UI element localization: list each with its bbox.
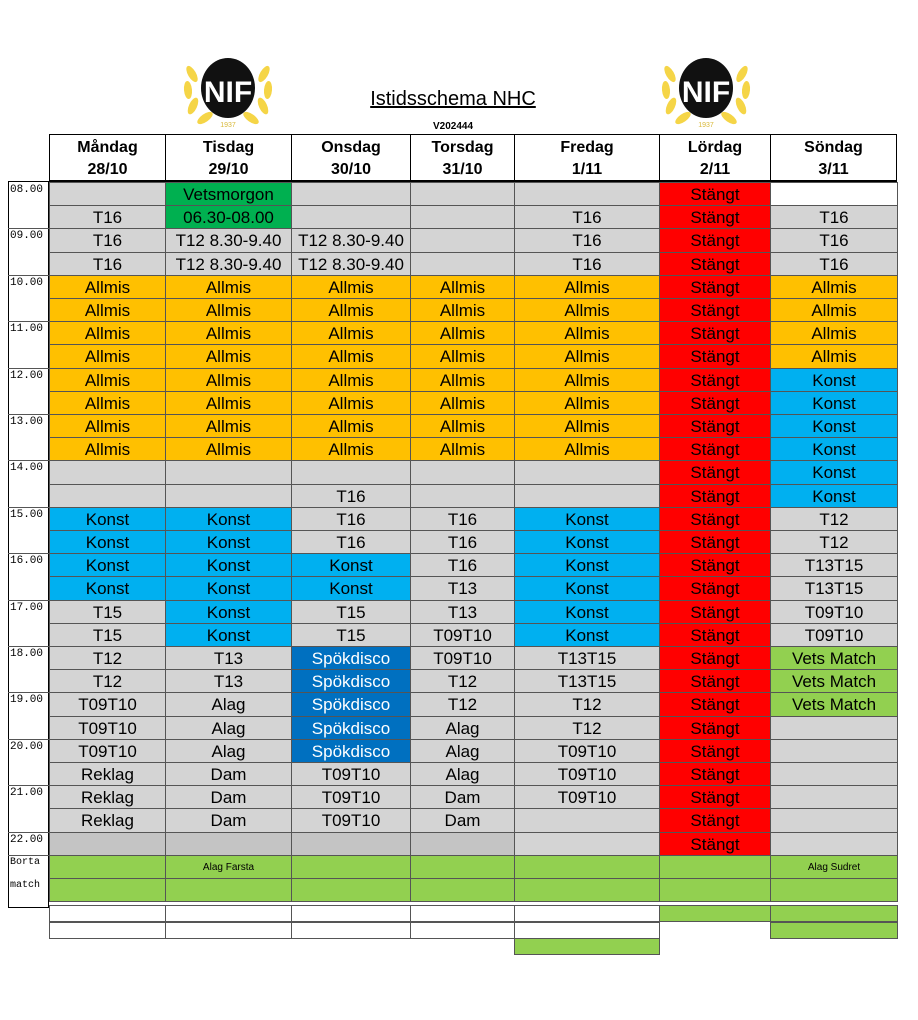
schedule-cell: Allmis	[514, 275, 660, 299]
schedule-cell: Stängt	[659, 623, 771, 647]
schedule-cell	[410, 205, 515, 229]
schedule-cell: T09T10	[514, 739, 660, 763]
time-divider	[8, 368, 49, 369]
time-label: 17.00	[10, 601, 44, 614]
schedule-cell: 06.30-08.00	[165, 205, 292, 229]
schedule-cell	[659, 878, 771, 902]
schedule-cell: T15	[49, 600, 166, 624]
schedule-cell: Stängt	[659, 252, 771, 276]
schedule-cell: Alag Farsta	[165, 855, 292, 879]
schedule-cell: Konst	[770, 484, 898, 508]
schedule-cell: Allmis	[165, 321, 292, 345]
schedule-cell: Allmis	[410, 344, 515, 368]
schedule-cell: Stängt	[659, 832, 771, 856]
schedule-cell: T16	[770, 252, 898, 276]
schedule-cell: Allmis	[514, 391, 660, 415]
schedule-cell	[291, 832, 411, 856]
schedule-cell: Stängt	[659, 808, 771, 832]
time-label: 19.00	[10, 694, 44, 707]
schedule-cell: T09T10	[770, 623, 898, 647]
schedule-cell: T15	[291, 600, 411, 624]
schedule-cell	[291, 878, 411, 902]
time-divider	[8, 553, 49, 554]
day-header-wednesday	[291, 134, 410, 182]
footer-cell	[291, 922, 411, 939]
schedule-cell: Stängt	[659, 321, 771, 345]
schedule-cell: Allmis	[291, 275, 411, 299]
time-label: 18.00	[10, 648, 44, 660]
schedule-cell: Spökdisco	[291, 692, 411, 716]
schedule-cell: Allmis	[410, 368, 515, 392]
schedule-cell: T13	[165, 669, 292, 693]
schedule-cell: Konst	[770, 368, 898, 392]
schedule-cell	[49, 460, 166, 484]
schedule-cell: T16	[514, 252, 660, 276]
schedule-cell: T15	[49, 623, 166, 647]
time-divider	[8, 275, 49, 276]
footer-cell	[291, 905, 411, 922]
schedule-cell: Konst	[291, 553, 411, 577]
schedule-cell: Allmis	[410, 391, 515, 415]
schedule-cell: Allmis	[49, 414, 166, 438]
day-name: Tisdag	[202, 139, 255, 156]
schedule-cell: T13T15	[770, 576, 898, 600]
logo-text: NIF	[203, 76, 253, 109]
day-date: 3/11	[818, 161, 849, 178]
schedule-cell: Konst	[514, 530, 660, 554]
schedule-cell: Stängt	[659, 344, 771, 368]
schedule-cell: Allmis	[49, 344, 166, 368]
time-label: 11.00	[10, 323, 44, 336]
time-divider	[8, 692, 49, 693]
schedule-cell: Allmis	[514, 437, 660, 461]
nif-logo-right	[656, 52, 756, 130]
schedule-cell: Konst	[49, 576, 166, 600]
schedule-cell: Stängt	[659, 785, 771, 809]
schedule-cell	[165, 832, 292, 856]
schedule-cell: T15	[291, 623, 411, 647]
schedule-cell: Stängt	[659, 739, 771, 763]
schedule-cell: Allmis	[165, 275, 292, 299]
schedule-cell: Alag	[165, 716, 292, 740]
schedule-cell: Allmis	[291, 391, 411, 415]
schedule-cell: Stängt	[659, 507, 771, 531]
schedule-cell	[770, 878, 898, 902]
schedule-cell: Konst	[770, 414, 898, 438]
time-divider	[8, 321, 49, 322]
schedule-cell: Konst	[165, 576, 292, 600]
schedule-cell: Stängt	[659, 205, 771, 229]
schedule-cell: T12	[770, 530, 898, 554]
logo-year: 1937	[220, 122, 236, 129]
footer-cell	[49, 905, 166, 922]
schedule-cell: Konst	[770, 460, 898, 484]
schedule-cell: T12 8.30-9.40	[291, 228, 411, 252]
schedule-cell	[514, 460, 660, 484]
schedule-cell	[410, 252, 515, 276]
day-name: Måndag	[77, 139, 138, 156]
schedule-cell: Konst	[49, 507, 166, 531]
schedule-cell: Dam	[165, 785, 292, 809]
time-label: 15.00	[10, 508, 44, 521]
schedule-cell: Allmis	[770, 298, 898, 322]
schedule-cell	[165, 878, 292, 902]
schedule-cell: T13T15	[770, 553, 898, 577]
schedule-cell: Konst	[165, 623, 292, 647]
schedule-cell: Allmis	[291, 414, 411, 438]
schedule-cell: Stängt	[659, 437, 771, 461]
footer-cell	[49, 922, 166, 939]
time-divider	[8, 507, 49, 508]
schedule-cell: T09T10	[291, 762, 411, 786]
schedule-cell: Stängt	[659, 298, 771, 322]
schedule-cell: Konst	[770, 391, 898, 415]
day-date: 1/11	[571, 161, 603, 178]
schedule-cell: T09T10	[514, 762, 660, 786]
schedule-cell: Konst	[514, 576, 660, 600]
time-divider	[8, 646, 49, 647]
schedule-cell: T13	[165, 646, 292, 670]
day-date: 30/10	[330, 161, 372, 178]
schedule-cell: Allmis	[770, 344, 898, 368]
schedule-cell	[165, 460, 292, 484]
schedule-cell: T12	[514, 716, 660, 740]
schedule-cell	[410, 832, 515, 856]
schedule-cell: Stängt	[659, 530, 771, 554]
schedule-cell: Allmis	[291, 298, 411, 322]
schedule-cell: T12 8.30-9.40	[165, 228, 292, 252]
schedule-cell: Vets Match	[770, 692, 898, 716]
schedule-cell: Stängt	[659, 669, 771, 693]
footer-cell	[410, 922, 515, 939]
footer-cell	[770, 922, 898, 939]
time-label: 09.00	[10, 230, 44, 243]
day-header-thursday	[410, 134, 514, 182]
schedule-cell: Stängt	[659, 600, 771, 624]
schedule-cell	[165, 484, 292, 508]
schedule-cell: T12	[410, 669, 515, 693]
schedule-cell: Stängt	[659, 228, 771, 252]
schedule-cell: Vets Match	[770, 669, 898, 693]
schedule-cell	[770, 716, 898, 740]
schedule-cell	[770, 832, 898, 856]
schedule-cell: T13	[410, 600, 515, 624]
time-divider	[8, 739, 49, 740]
schedule-cell: Stängt	[659, 391, 771, 415]
schedule-cell: Spökdisco	[291, 646, 411, 670]
schedule-cell: T16	[770, 205, 898, 229]
schedule-cell	[770, 739, 898, 763]
schedule-cell	[514, 855, 660, 879]
schedule-cell	[514, 484, 660, 508]
time-label: 14.00	[10, 462, 44, 475]
schedule-cell: T13	[410, 576, 515, 600]
schedule-cell: T16	[291, 530, 411, 554]
day-header-tuesday	[165, 134, 291, 182]
day-date: 31/10	[442, 161, 483, 178]
schedule-cell: T12	[770, 507, 898, 531]
logo-year: 1937	[698, 122, 714, 129]
schedule-cell: T09T10	[291, 808, 411, 832]
footer-cell	[770, 905, 898, 922]
schedule-cell	[410, 182, 515, 206]
footer-cell	[514, 922, 660, 939]
schedule-cell: Stängt	[659, 275, 771, 299]
day-name: Söndag	[804, 139, 863, 156]
time-divider	[8, 414, 49, 415]
day-date: 2/11	[699, 161, 731, 178]
schedule-cell: Allmis	[770, 275, 898, 299]
nif-logo-left	[178, 52, 278, 130]
day-name: Torsdag	[431, 139, 494, 156]
schedule-cell: Allmis	[410, 414, 515, 438]
schedule-cell: Alag Sudret	[770, 855, 898, 879]
schedule-cell: Dam	[165, 808, 292, 832]
version-code: V202444	[432, 121, 474, 132]
schedule-cell	[410, 878, 515, 902]
day-header-friday	[514, 134, 659, 182]
schedule-cell: T09T10	[514, 785, 660, 809]
schedule-cell: T09T10	[770, 600, 898, 624]
schedule-cell: T09T10	[49, 692, 166, 716]
schedule-cell: Allmis	[410, 321, 515, 345]
schedule-cell: Vets Match	[770, 646, 898, 670]
schedule-cell	[514, 878, 660, 902]
schedule-cell: T16	[514, 205, 660, 229]
schedule-cell: Konst	[514, 553, 660, 577]
schedule-cell	[49, 182, 166, 206]
footer-cell	[165, 905, 292, 922]
schedule-cell: T16	[514, 228, 660, 252]
time-label: 21.00	[10, 787, 44, 800]
schedule-cell: Stängt	[659, 692, 771, 716]
day-name: Onsdag	[321, 139, 381, 156]
schedule-cell: Allmis	[165, 437, 292, 461]
schedule-cell: Allmis	[291, 344, 411, 368]
time-divider	[8, 855, 49, 856]
schedule-cell	[659, 855, 771, 879]
schedule-cell: T13T15	[514, 646, 660, 670]
schedule-cell: Reklag	[49, 762, 166, 786]
schedule-cell: Allmis	[770, 321, 898, 345]
schedule-cell: Allmis	[49, 275, 166, 299]
footer-cell	[165, 922, 292, 939]
schedule-cell: T12	[410, 692, 515, 716]
schedule-cell: Spökdisco	[291, 739, 411, 763]
day-name: Fredag	[560, 139, 614, 156]
schedule-cell	[49, 484, 166, 508]
schedule-cell: Allmis	[165, 298, 292, 322]
time-label: Borta	[10, 856, 41, 868]
schedule-cell: Allmis	[514, 321, 660, 345]
schedule-cell: Alag	[410, 739, 515, 763]
schedule-cell: T12 8.30-9.40	[165, 252, 292, 276]
day-header-saturday	[659, 134, 770, 182]
schedule-cell: Stängt	[659, 762, 771, 786]
schedule-cell: Alag	[165, 692, 292, 716]
page-title: Istidsschema NHC	[370, 88, 536, 110]
time-divider	[8, 785, 49, 786]
footer-cell	[410, 905, 515, 922]
schedule-cell: Konst	[49, 553, 166, 577]
schedule-cell	[410, 484, 515, 508]
schedule-cell: Konst	[165, 553, 292, 577]
schedule-cell: Allmis	[291, 321, 411, 345]
schedule-cell: Alag	[410, 762, 515, 786]
time-label: 16.00	[10, 555, 44, 568]
schedule-cell: Konst	[291, 576, 411, 600]
time-divider	[8, 228, 49, 229]
schedule-cell: Stängt	[659, 368, 771, 392]
schedule-cell: Allmis	[514, 298, 660, 322]
footer-cell	[514, 938, 660, 955]
schedule-cell: Allmis	[49, 391, 166, 415]
schedule-cell: T16	[49, 228, 166, 252]
schedule-cell	[291, 460, 411, 484]
schedule-cell: T16	[410, 553, 515, 577]
schedule-cell	[770, 762, 898, 786]
schedule-cell: Stängt	[659, 646, 771, 670]
schedule-cell	[410, 855, 515, 879]
schedule-cell: Stängt	[659, 576, 771, 600]
schedule-cell: Allmis	[49, 298, 166, 322]
schedule-cell: Spökdisco	[291, 716, 411, 740]
schedule-cell: T09T10	[49, 716, 166, 740]
schedule-cell: Konst	[165, 530, 292, 554]
schedule-cell: Konst	[514, 507, 660, 531]
schedule-cell: T16	[291, 507, 411, 531]
schedule-cell: T16	[410, 507, 515, 531]
schedule-cell: Allmis	[49, 321, 166, 345]
schedule-cell: T09T10	[291, 785, 411, 809]
time-label: match	[10, 880, 41, 891]
schedule-cell: T13T15	[514, 669, 660, 693]
schedule-cell	[514, 808, 660, 832]
schedule-cell	[291, 855, 411, 879]
schedule-cell: Vetsmorgon	[165, 182, 292, 206]
time-label: 08.00	[10, 184, 44, 196]
schedule-cell: Stängt	[659, 414, 771, 438]
schedule-cell: T16	[291, 484, 411, 508]
schedule-cell	[291, 182, 411, 206]
schedule-cell: Spökdisco	[291, 669, 411, 693]
day-header-sunday	[770, 134, 897, 182]
time-divider	[8, 600, 49, 601]
logo-text: NIF	[681, 76, 731, 109]
schedule-cell: Dam	[410, 808, 515, 832]
footer-cell	[659, 905, 771, 922]
schedule-cell: T16	[770, 228, 898, 252]
schedule-cell	[770, 182, 898, 206]
schedule-cell	[410, 460, 515, 484]
schedule-cell: Reklag	[49, 785, 166, 809]
schedule-cell: T09T10	[410, 646, 515, 670]
schedule-cell	[514, 182, 660, 206]
schedule-cell: Allmis	[410, 275, 515, 299]
day-date: 29/10	[208, 161, 249, 178]
schedule-cell: Allmis	[291, 437, 411, 461]
schedule-cell: T16	[49, 252, 166, 276]
schedule-cell: Konst	[770, 437, 898, 461]
schedule-cell	[291, 205, 411, 229]
schedule-cell: Allmis	[291, 368, 411, 392]
schedule-cell: T12	[514, 692, 660, 716]
schedule-cell: T09T10	[49, 739, 166, 763]
schedule-cell: T16	[49, 205, 166, 229]
schedule-cell	[770, 808, 898, 832]
time-label: 10.00	[10, 276, 44, 289]
schedule-cell: Allmis	[410, 437, 515, 461]
schedule-cell: Konst	[165, 507, 292, 531]
schedule-cell: Allmis	[165, 368, 292, 392]
schedule-cell: Alag	[165, 739, 292, 763]
time-label: 12.00	[10, 369, 44, 382]
schedule-cell: Allmis	[49, 368, 166, 392]
time-divider	[8, 460, 49, 461]
schedule-cell: Allmis	[49, 437, 166, 461]
schedule-cell: Konst	[514, 600, 660, 624]
schedule-cell: Allmis	[410, 298, 515, 322]
schedule-cell	[770, 785, 898, 809]
day-date: 28/10	[87, 161, 128, 178]
schedule-cell: T12	[49, 646, 166, 670]
time-label: 13.00	[10, 416, 44, 428]
footer-cell	[514, 905, 660, 922]
schedule-cell: Allmis	[514, 368, 660, 392]
schedule-cell	[49, 855, 166, 879]
schedule-cell: Stängt	[659, 182, 771, 206]
schedule-cell: Allmis	[514, 414, 660, 438]
schedule-cell: Konst	[49, 530, 166, 554]
day-header-monday	[49, 134, 165, 182]
schedule-cell	[514, 832, 660, 856]
day-name: Lördag	[687, 139, 743, 156]
schedule-cell: Stängt	[659, 460, 771, 484]
schedule-cell: Dam	[165, 762, 292, 786]
schedule-cell	[49, 832, 166, 856]
time-label: 22.00	[10, 833, 44, 846]
schedule-cell	[410, 228, 515, 252]
schedule-cell	[49, 878, 166, 902]
schedule-cell: Dam	[410, 785, 515, 809]
schedule-cell: Allmis	[165, 414, 292, 438]
time-label: 20.00	[10, 740, 44, 753]
schedule-cell: Allmis	[165, 391, 292, 415]
schedule-cell: Stängt	[659, 553, 771, 577]
schedule-cell: Reklag	[49, 808, 166, 832]
schedule-cell: T12	[49, 669, 166, 693]
schedule-cell: Allmis	[514, 344, 660, 368]
schedule-cell: Allmis	[165, 344, 292, 368]
time-divider	[8, 832, 49, 833]
schedule-cell: Konst	[514, 623, 660, 647]
schedule-cell: T09T10	[410, 623, 515, 647]
schedule-cell: Konst	[165, 600, 292, 624]
schedule-cell: T12 8.30-9.40	[291, 252, 411, 276]
schedule-cell: Stängt	[659, 716, 771, 740]
schedule-cell: T16	[410, 530, 515, 554]
schedule-cell: Alag	[410, 716, 515, 740]
schedule-cell: Stängt	[659, 484, 771, 508]
